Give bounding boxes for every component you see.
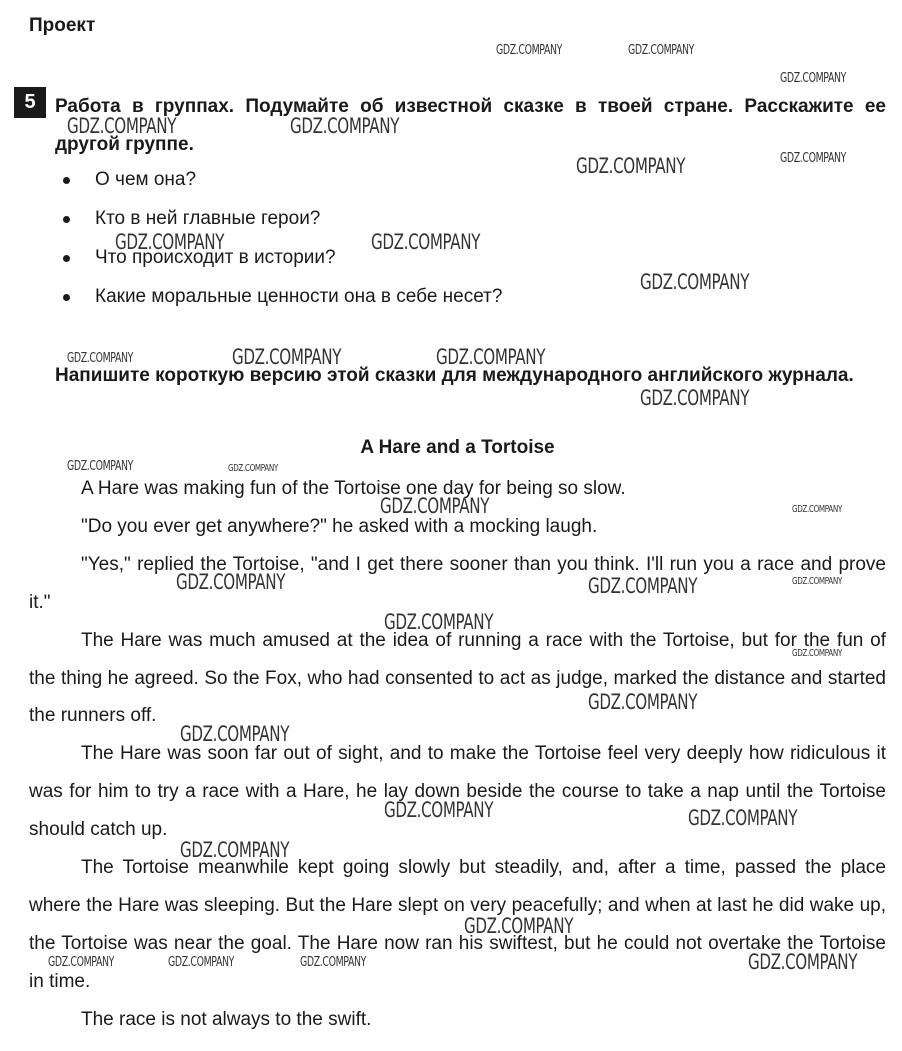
story-title: A Hare and a Tortoise	[360, 437, 555, 458]
watermark: GDZ.COMPANY	[780, 151, 847, 166]
bullet-icon	[63, 255, 70, 262]
watermark: GDZ.COMPANY	[384, 798, 494, 822]
watermark: GDZ.COMPANY	[228, 463, 278, 474]
watermark: GDZ.COMPANY	[168, 955, 235, 970]
watermark: GDZ.COMPANY	[628, 43, 695, 58]
watermark: GDZ.COMPANY	[780, 71, 847, 86]
watermark: GDZ.COMPANY	[115, 230, 225, 254]
watermark: GDZ.COMPANY	[748, 950, 858, 974]
watermark: GDZ.COMPANY	[640, 386, 750, 410]
write-instruction: Напишите короткую версию этой сказки для международного английского журнала.	[55, 365, 854, 386]
story-paragraph: The Hare was much amused at the idea of running a race with the Tortoise, but for the fun of the thing he agreed. So the Fox, who had consented to act as judge, marked the distance and started the runners off.	[29, 629, 886, 727]
story-paragraph: A Hare was making fun of the Tortoise one day for being so slow.	[81, 478, 626, 499]
story-paragraph: The race is not always to the swift.	[81, 1008, 372, 1030]
question-item	[55, 162, 886, 201]
watermark: GDZ.COMPANY	[67, 459, 134, 474]
section-title: Проект	[29, 15, 96, 36]
watermark: GDZ.COMPANY	[792, 576, 842, 587]
bullet-icon	[63, 177, 70, 184]
watermark: GDZ.COMPANY	[792, 648, 842, 659]
watermark: GDZ.COMPANY	[180, 838, 290, 862]
watermark: GDZ.COMPANY	[496, 43, 563, 58]
watermark: GDZ.COMPANY	[588, 574, 698, 598]
question-item	[55, 279, 886, 318]
watermark: GDZ.COMPANY	[48, 955, 115, 970]
watermark: GDZ.COMPANY	[180, 722, 290, 746]
task-number-badge: 5	[14, 87, 46, 118]
watermark: GDZ.COMPANY	[380, 494, 490, 518]
question-text: О чем она?	[95, 169, 197, 190]
watermark: GDZ.COMPANY	[176, 570, 286, 594]
watermark: GDZ.COMPANY	[464, 914, 574, 938]
watermark: GDZ.COMPANY	[688, 806, 798, 830]
question-text: Что происходит в истории?	[95, 247, 336, 268]
watermark: GDZ.COMPANY	[290, 114, 400, 138]
watermark: GDZ.COMPANY	[792, 504, 842, 515]
story-paragraph: The Hare was soon far out of sight, and to make the Tortoise feel very deeply how ridiculous it was for him to try a race with a Hare, he lay down beside the course to take a nap until the Tortoise should catch up.	[29, 743, 886, 841]
bullet-icon	[63, 294, 70, 301]
watermark: GDZ.COMPANY	[371, 230, 481, 254]
watermark: GDZ.COMPANY	[384, 610, 494, 634]
watermark: GDZ.COMPANY	[588, 690, 698, 714]
bullet-icon	[63, 216, 70, 223]
watermark: GDZ.COMPANY	[640, 270, 750, 294]
watermark: GDZ.COMPANY	[436, 345, 546, 369]
story-paragraph: "Yes," replied the Tortoise, "and I get there sooner than you think. I'll run you a race and prove it."	[29, 553, 886, 613]
watermark: GDZ.COMPANY	[576, 154, 686, 178]
question-text: Кто в ней главные герои?	[95, 208, 321, 229]
question-text: Какие моральные ценности она в себе несет?	[95, 286, 503, 307]
watermark: GDZ.COMPANY	[232, 345, 342, 369]
story-paragraph: The Tortoise meanwhile kept going slowly but steadily, and, after a time, passed the place where the Hare was sleeping. But the Hare slept on very peacefully; and when at last he did wake up, the Tortoise was near the goal. The Hare now ran his swiftest, but he could not overtake the Tortoise in time.	[29, 857, 886, 992]
story-paragraph: "Do you ever get anywhere?" he asked with a mocking laugh.	[81, 515, 598, 537]
watermark: GDZ.COMPANY	[300, 955, 367, 970]
task-instruction: Работа в группах. Подумайте об известной сказке в твоей стране. Расскажите ее другой группе.	[55, 96, 886, 155]
watermark: GDZ.COMPANY	[67, 351, 134, 366]
watermark: GDZ.COMPANY	[67, 114, 177, 138]
